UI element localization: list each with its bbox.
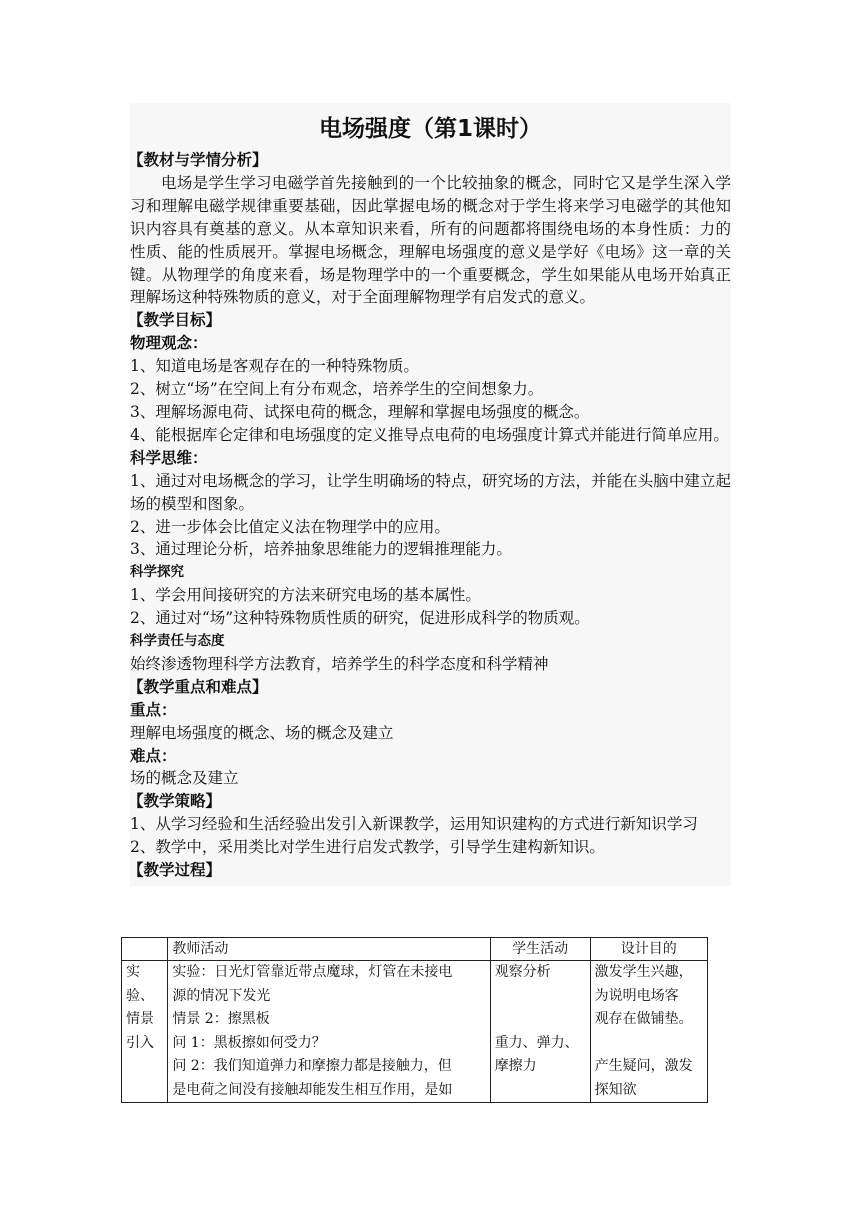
document-body xyxy=(130,103,731,886)
teacher-line: 实验：日光灯管靠近带点魔球，灯管在未接电 xyxy=(172,964,453,980)
table-header-cell: 教师活动 xyxy=(168,938,490,961)
section-heading-process: 【教学过程】 xyxy=(128,861,222,880)
purpose-line: 探知欲 xyxy=(594,1081,637,1098)
key-point-text: 理解电场强度的概念、场的概念及建立 xyxy=(130,723,394,742)
section-heading-goals: 【教学目标】 xyxy=(128,311,222,330)
goal-item: 1、知道电场是客观存在的一种特殊物质。 xyxy=(130,357,419,376)
purpose-line: 激发学生兴趣， xyxy=(594,964,693,980)
subheading-difficulty: 难点： xyxy=(130,746,177,765)
design-purpose-cell xyxy=(590,961,707,1103)
section-heading-strategy: 【教学策略】 xyxy=(128,792,222,811)
table-header-row xyxy=(122,938,708,961)
goal-item: 3、理解场源电荷、试探电荷的概念，理解和掌握电场强度的概念。 xyxy=(130,402,590,421)
teacher-line: 问 2：我们知道弹力和摩擦力都是接触力，但 xyxy=(172,1058,452,1074)
subheading-key-point: 重点： xyxy=(130,700,177,719)
analysis-paragraph: 电场是学生学习电磁学首先接触到的一个比较抽象的概念，同时它又是学生深入学习和理解电磁学规律重要基础，因此掌握电场的概念对于学生将来学习电磁学的其他知识内容具有奠基的意义。从本章知识来看，所有的问题都将围绕电场的本身性质：力的性质、能的性质展开。掌握电场概念，理解电场强度的意义是学好《电场》这一章的关键。从物理学的角度来看，场是物理学中的一个重要概念，学生如果能从电场开始真正理解场这种特殊物质的意义，对于全面理解物理学有启发式的意义。 xyxy=(130,173,731,307)
section-heading-analysis: 【教材与学情分析】 xyxy=(128,151,268,169)
purpose-line: 产生疑问，激发 xyxy=(594,1058,693,1074)
subheading-scientific-inquiry: 科学探究 xyxy=(130,564,184,581)
goal-item: 2、树立“场”在空间上有分布观念，培养学生的空间想象力。 xyxy=(130,380,544,399)
table-row xyxy=(122,961,708,1103)
purpose-line: 观存在做铺垫。 xyxy=(594,1011,693,1027)
stage-text: 实 xyxy=(126,964,140,980)
student-activity-cell xyxy=(490,961,590,1103)
stage-text: 情景 xyxy=(126,1011,154,1027)
teacher-line: 源的情况下发光 xyxy=(172,987,271,1004)
strategy-item: 2、教学中，采用类比对学生进行启发式教学，引导学生建构新知识。 xyxy=(130,838,605,857)
subheading-scientific-thinking: 科学思维： xyxy=(130,448,208,467)
goal-item: 3、通过理论分析，培养抽象思维能力的逻辑推理能力。 xyxy=(130,540,512,559)
table-header-cell: 学生活动 xyxy=(490,938,590,961)
subheading-physics-concept: 物理观念： xyxy=(130,334,208,353)
student-line: 观察分析 xyxy=(494,964,551,980)
goal-item: 4、能根据库仑定律和电场强度的定义推导点电荷的电场强度计算式并能进行简单应用。 xyxy=(130,425,729,444)
section-heading-key-points: 【教学重点和难点】 xyxy=(128,677,268,696)
purpose-line: 为说明电场客 xyxy=(594,987,679,1004)
strategy-item: 1、从学习经验和生活经验出发引入新课教学，运用知识建构的方式进行新知识学习 xyxy=(130,815,698,834)
goal-item: 始终渗透物理科学方法教育，培养学生的科学态度和科学精神 xyxy=(130,654,549,673)
goal-item: 2、进一步体会比值定义法在物理学中的应用。 xyxy=(130,517,450,536)
teacher-line: 情景 2：擦黑板 xyxy=(172,1011,270,1027)
goal-item: 1、通过对电场概念的学习，让学生明确场的特点，研究场的方法，并能在头脑中建立起场的模型和图象。 xyxy=(130,471,731,513)
goal-item: 1、学会用间接研究的方法来研究电场的基本属性。 xyxy=(130,586,481,605)
teacher-activity-cell xyxy=(168,961,490,1103)
difficulty-text: 场的概念及建立 xyxy=(130,769,239,788)
teacher-line: 是电荷之间没有接触却能发生相互作用，是如 xyxy=(172,1081,453,1098)
teacher-line: 问 1：黑板擦如何受力？ xyxy=(172,1034,326,1051)
page-title: 电场强度（第1课时） xyxy=(318,116,542,142)
stage-text: 验、 xyxy=(126,987,154,1004)
student-line: 重力、弹力、 xyxy=(494,1034,579,1051)
table-header-cell xyxy=(122,938,168,961)
stage-cell xyxy=(122,961,168,1103)
teaching-process-table xyxy=(121,937,708,1103)
stage-text: 引入 xyxy=(126,1034,154,1051)
student-line: 摩擦力 xyxy=(494,1058,537,1074)
subheading-responsibility: 科学责任与态度 xyxy=(130,633,225,650)
goal-item: 2、通过对“场”这种特殊物质性质的研究，促进形成科学的物质观。 xyxy=(130,609,590,628)
table-header-cell: 设计目的 xyxy=(590,938,707,961)
